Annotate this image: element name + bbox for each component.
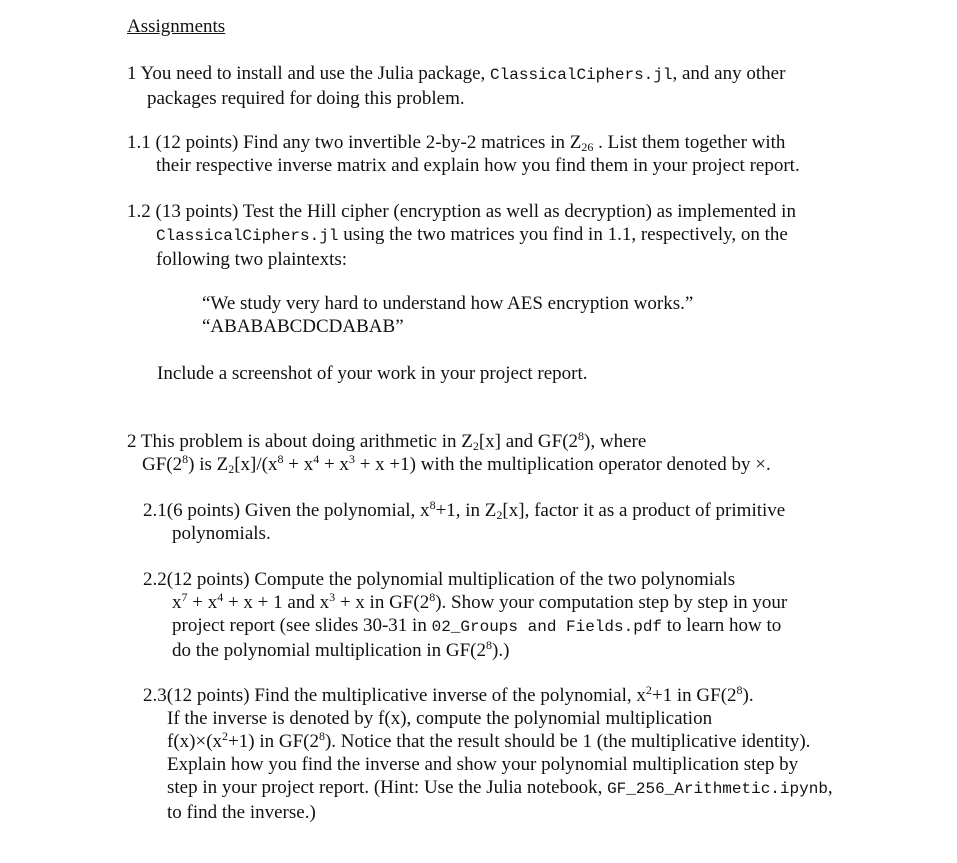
question-2-1-line-2: polynomials. bbox=[172, 523, 271, 544]
q2-text: [x]/(x bbox=[234, 454, 278, 475]
q2-1-text: [x], factor it as a product of primitive bbox=[502, 500, 786, 521]
q2-2-text: + x + 1 and x bbox=[223, 592, 330, 613]
superscript: 8 bbox=[486, 638, 493, 652]
q2-text: ), where bbox=[584, 431, 647, 452]
question-1-1-line-2: their respective inverse matrix and explain how you find them in your project report. bbox=[156, 155, 800, 176]
question-2-2 bbox=[143, 568, 787, 662]
q2-3-text: f(x)×(x bbox=[167, 731, 223, 752]
question-1-2-line-2 bbox=[127, 223, 796, 248]
q2-3-text: 2.3(12 points) Find the multiplicative inverse of the polynomial, x bbox=[143, 685, 646, 706]
question-1-1-line-1 bbox=[127, 131, 800, 154]
subscript: 2 bbox=[228, 462, 235, 476]
q2-3-text: ). bbox=[742, 685, 754, 706]
question-1-1 bbox=[127, 131, 800, 177]
question-2-line-1 bbox=[127, 430, 771, 453]
plaintext-1: “We study very hard to understand how AES encryption works.” bbox=[202, 293, 694, 314]
q2-2-text: to learn how to bbox=[662, 615, 782, 636]
superscript: 4 bbox=[217, 590, 224, 604]
question-2-1-line-1 bbox=[143, 499, 785, 522]
q2-2-text: ). Show your computation step by step in your bbox=[435, 592, 788, 613]
superscript: 8 bbox=[318, 729, 325, 743]
package-name-code: ClassicalCiphers.jl bbox=[156, 227, 339, 245]
question-2-2-line-2 bbox=[143, 591, 787, 614]
q2-text: + x bbox=[319, 454, 349, 475]
question-2 bbox=[127, 430, 771, 476]
superscript: 8 bbox=[578, 429, 585, 443]
superscript: 8 bbox=[277, 452, 284, 466]
question-2-3-line-1 bbox=[143, 684, 833, 707]
subscript: 2 bbox=[472, 439, 479, 453]
q2-3-text: , bbox=[827, 777, 833, 798]
question-2-3-line-6: to find the inverse.) bbox=[167, 802, 316, 823]
superscript: 8 bbox=[429, 590, 436, 604]
q2-2-text: x bbox=[172, 592, 182, 613]
q1-2-text: using the two matrices you find in 1.1, respectively, on the bbox=[338, 224, 788, 245]
slides-filename-code: 02_Groups and Fields.pdf bbox=[431, 618, 663, 636]
question-2-2-line-3 bbox=[143, 614, 787, 639]
plaintexts bbox=[202, 292, 693, 338]
question-2-1 bbox=[143, 499, 785, 545]
q1-text: , and any other bbox=[672, 63, 786, 84]
question-1 bbox=[127, 62, 785, 110]
q2-3-text: +1 in GF(2 bbox=[651, 685, 737, 706]
question-1-2 bbox=[127, 200, 796, 271]
superscript: 3 bbox=[329, 590, 336, 604]
superscript: 8 bbox=[736, 683, 743, 697]
notebook-filename-code: GF_256_Arithmetic.ipynb bbox=[607, 780, 828, 798]
q2-3-text: ). Notice that the result should be 1 (the multiplicative identity). bbox=[324, 731, 811, 752]
q2-text: 2 This problem is about doing arithmetic in Z bbox=[127, 431, 473, 452]
superscript: 8 bbox=[182, 452, 189, 466]
q2-text: + x bbox=[283, 454, 314, 475]
q1-1-text: 1.1 (12 points) Find any two invertible 2-by-2 matrices in Z bbox=[127, 132, 582, 153]
package-name-code: ClassicalCiphers.jl bbox=[490, 66, 673, 84]
superscript: 8 bbox=[429, 498, 436, 512]
q2-3-text: step in your project report. (Hint: Use the Julia notebook, bbox=[167, 777, 608, 798]
question-1-line-1 bbox=[127, 62, 785, 87]
superscript: 2 bbox=[222, 729, 229, 743]
superscript: 7 bbox=[181, 590, 188, 604]
q2-1-text: 2.1(6 points) Given the polynomial, x bbox=[143, 500, 430, 521]
q1-text: 1 You need to install and use the Julia package, bbox=[127, 63, 491, 84]
q2-text: GF(2 bbox=[142, 454, 183, 475]
question-2-2-line-4 bbox=[143, 639, 787, 662]
q2-2-text: ).) bbox=[492, 640, 510, 661]
superscript: 4 bbox=[313, 452, 320, 466]
q2-1-text: +1, in Z bbox=[435, 500, 497, 521]
q1-1-text: . List them together with bbox=[593, 132, 786, 153]
subscript: 2 bbox=[496, 508, 503, 522]
page-title: Assignments bbox=[127, 16, 226, 37]
q2-2-text: do the polynomial multiplication in GF(2 bbox=[172, 640, 487, 661]
question-2-3-line-4: Explain how you find the inverse and show your polynomial multiplication step by bbox=[167, 754, 799, 775]
question-1-2-line-1: 1.2 (13 points) Test the Hill cipher (encryption as well as decryption) as implemented in bbox=[127, 201, 796, 222]
question-2-3-line-3 bbox=[143, 730, 833, 753]
include-note: Include a screenshot of your work in your project report. bbox=[157, 363, 588, 384]
q2-text: [x] and GF(2 bbox=[478, 431, 579, 452]
q2-2-text: + x in GF(2 bbox=[335, 592, 430, 613]
modulus-subscript: 26 bbox=[581, 140, 594, 154]
question-2-3-line-5 bbox=[143, 776, 833, 801]
q2-2-text: project report (see slides 30-31 in bbox=[172, 615, 432, 636]
question-2-2-line-1: 2.2(12 points) Compute the polynomial multiplication of the two polynomials bbox=[143, 569, 736, 590]
q2-text: ) is Z bbox=[188, 454, 229, 475]
question-2-line-2 bbox=[127, 453, 771, 476]
superscript: 3 bbox=[348, 452, 355, 466]
question-1-2-line-3: following two plaintexts: bbox=[156, 249, 348, 270]
question-2-3-line-2: If the inverse is denoted by f(x), compute the polynomial multiplication bbox=[167, 708, 713, 729]
question-2-3 bbox=[143, 684, 833, 824]
question-1-line-2: packages required for doing this problem. bbox=[147, 88, 465, 109]
q2-2-text: + x bbox=[187, 592, 218, 613]
q2-3-text: +1) in GF(2 bbox=[228, 731, 319, 752]
q2-text: + x +1) with the multiplication operator denoted by ×. bbox=[354, 454, 771, 475]
superscript: 2 bbox=[645, 683, 652, 697]
plaintext-2: “ABABABCDCDABAB” bbox=[202, 316, 404, 337]
